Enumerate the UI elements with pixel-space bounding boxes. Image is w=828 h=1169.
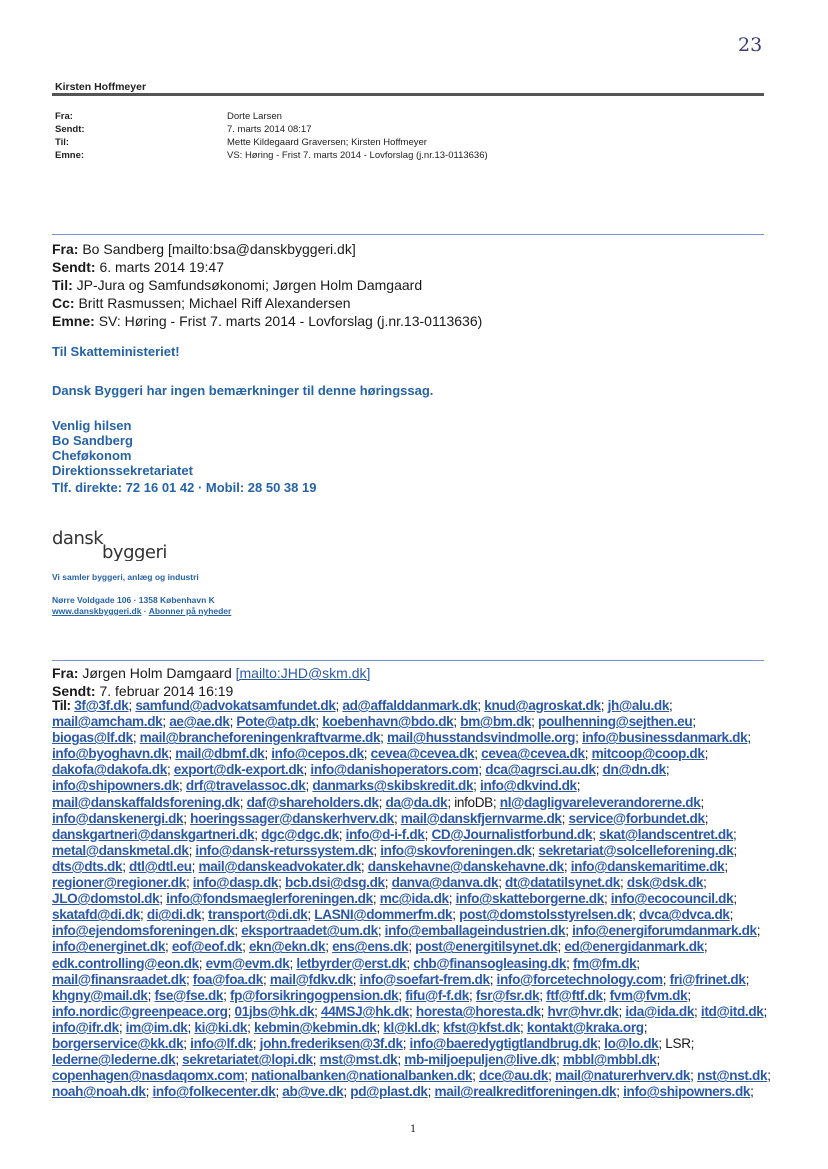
msg2-from-name: Jørgen Holm Damgaard <box>82 665 236 681</box>
msg1-from-value: Bo Sandberg [mailto:bsa@danskbyggeri.dk] <box>82 241 356 257</box>
recipient-email-link[interactable]: bm@bm.dk <box>460 714 532 730</box>
company-address-block: Nørre Voldgade 106 · 1358 København K www.danskbyggeri.dk · Abonner på nyheder <box>52 595 232 616</box>
recipient-email-link[interactable]: mst@mst.dk <box>319 1052 398 1068</box>
recipient-email-link[interactable]: danskehavne@danskehavne.dk <box>367 858 564 874</box>
recipient-email-link[interactable]: di@di.dk <box>146 907 202 923</box>
recipient-email-link[interactable]: hoeringssager@danskerhverv.dk <box>190 810 394 826</box>
recipient-email-link[interactable]: samfund@advokatsamfundet.dk <box>135 698 336 713</box>
recipient-email-link[interactable]: nationalbanken@nationalbanken.dk <box>251 1068 473 1084</box>
outer-email-header <box>55 110 488 162</box>
recipient-email-link[interactable]: metal@danskmetal.dk <box>52 842 189 858</box>
recipient-email-link[interactable]: im@im.dk <box>125 1019 188 1035</box>
header-value-subject: VS: Høring - Frist 7. marts 2014 - Lovforslag (j.nr.13-0113636) <box>227 150 488 161</box>
signature-name: Bo Sandberg <box>52 433 133 448</box>
header-label-subject: Emne: <box>55 150 85 161</box>
subscribe-link[interactable]: Abonner på nyheder <box>148 606 232 616</box>
recipient-email-link[interactable]: borgerservice@kk.dk <box>52 1035 184 1051</box>
recipient-email-link[interactable]: biogas@lf.dk <box>52 730 133 746</box>
recipient-email-link[interactable]: kfst@kfst.dk <box>442 1019 521 1035</box>
recipient-email-link[interactable]: ed@energidanmark.dk <box>564 939 704 955</box>
recipient-email-link[interactable]: info@skovforeningen.dk <box>380 842 532 858</box>
recipient-email-link[interactable]: itd@itd.dk <box>700 1003 764 1019</box>
recipient-email-link[interactable]: pd@plast.dk <box>350 1084 428 1100</box>
recipient-email-link[interactable]: post@energitilsynet.dk <box>415 939 558 955</box>
recipient-email-link[interactable]: info@dkvind.dk <box>480 778 577 794</box>
recipient-email-link[interactable]: chb@finansogleasing.dk <box>413 955 567 971</box>
msg2-sent-label: Sendt: <box>52 683 96 699</box>
recipient-email-link[interactable]: info@ecocouncil.dk <box>610 891 734 907</box>
logo-text-byggeri: byggeri <box>102 542 167 561</box>
recipient-email-link[interactable]: eksportraadet@um.dk <box>241 923 378 939</box>
recipient-email-link[interactable]: da@da.dk <box>385 794 448 810</box>
msg1-cc-label: Cc: <box>52 295 75 311</box>
recipient-email-link[interactable]: mail@naturerhverv.dk <box>554 1068 691 1084</box>
header-value-sent: 7. marts 2014 08:17 <box>227 124 312 135</box>
recipient-email-link[interactable]: info@baeredygtigtlandbrug.dk <box>409 1035 598 1051</box>
message-divider-2 <box>52 660 764 661</box>
recipient-email-link[interactable]: fp@forsikringogpension.dk <box>230 987 399 1003</box>
recipient-email-link[interactable]: mbbl@mbbl.dk <box>562 1052 657 1068</box>
header-label-sent: Sendt: <box>55 124 85 135</box>
recipient-email-link[interactable]: info@shipowners.dk <box>52 778 180 794</box>
recipient-email-link[interactable]: mail@husstandsvindmolle.org <box>387 730 576 746</box>
recipient-email-link[interactable]: info@danskemaritime.dk <box>570 858 725 874</box>
recipient-email-link[interactable]: fse@fse.dk <box>154 987 224 1003</box>
msg1-greeting: Til Skatteministeriet! <box>52 344 180 359</box>
recipient-email-link[interactable]: danskgartneri@danskgartneri.dk <box>52 826 255 842</box>
recipient-email-link[interactable]: service@forbundet.dk <box>568 810 705 826</box>
recipient-email-link[interactable]: info@businessdanmark.dk <box>582 730 748 746</box>
recipient-email-link[interactable]: info@dasp.dk <box>192 875 279 891</box>
recipient-email-link[interactable]: fvm@fvm.dk <box>609 987 688 1003</box>
recipient-email-link[interactable]: drf@travelassoc.dk <box>185 778 306 794</box>
recipient-email-link[interactable]: fm@fm.dk <box>572 955 637 971</box>
recipient-email-link[interactable]: mail@realkreditforeningen.dk <box>434 1084 617 1100</box>
msg1-cc-value: Britt Rasmussen; Michael Riff Alexandersen <box>78 295 351 311</box>
recipient-email-link[interactable]: nl@dagligvareleverandorerne.dk <box>499 794 701 810</box>
message-divider-1 <box>52 234 764 235</box>
recipient-email-link[interactable]: mail@danskaffaldsforening.dk <box>52 794 240 810</box>
recipient-email-link[interactable]: 01jbs@hk.dk <box>234 1003 315 1019</box>
recipient-email-link[interactable]: dsk@dsk.dk <box>626 875 704 891</box>
recipient-email-link[interactable]: mail@finansraadet.dk <box>52 971 186 987</box>
recipient-email-link[interactable]: 44MSJ@hk.dk <box>321 1003 409 1019</box>
recipient-email-link[interactable]: sekretariat@solcelleforening.dk <box>538 842 734 858</box>
msg2-sent-value: 7. februar 2014 16:19 <box>99 683 234 699</box>
dansk-byggeri-logo <box>52 527 192 561</box>
recipient-email-link[interactable]: info@ejendomsforeningen.dk <box>52 923 235 939</box>
logo-text-dansk: dansk <box>52 528 104 549</box>
company-address: Nørre Voldgade 106 · 1358 København K <box>52 595 215 605</box>
msg1-sent-label: Sendt: <box>52 259 96 275</box>
footer-page-number: 1 <box>410 1124 417 1135</box>
document-author: Kirsten Hoffmeyer <box>55 81 147 93</box>
recipient-email-link[interactable]: info@d-i-f.dk <box>345 826 425 842</box>
msg1-to-value: JP-Jura og Samfundsøkonomi; Jørgen Holm Damgaard <box>76 277 423 293</box>
recipient-email-link[interactable]: lo@lo.dk <box>604 1035 659 1051</box>
recipient-email-link[interactable]: dn@dn.dk <box>602 762 666 778</box>
recipient-email-link[interactable]: ad@affalddanmark.dk <box>342 698 478 713</box>
recipient-email-link[interactable]: transport@di.dk <box>208 907 308 923</box>
recipient-email-link[interactable]: dts@dts.dk <box>52 858 123 874</box>
recipient-email-link[interactable]: skat@landscentret.dk <box>599 826 734 842</box>
recipient-email-link[interactable]: knud@agroskat.dk <box>484 698 601 713</box>
header-label-from: Fra: <box>55 111 73 122</box>
recipient-email-link[interactable]: info@soefart-frem.dk <box>359 971 490 987</box>
recipient-email-link[interactable]: 3f@3f.dk <box>74 698 129 713</box>
recipient-email-link[interactable]: jh@alu.dk <box>607 698 670 713</box>
recipient-email-link[interactable]: khgny@mail.dk <box>52 987 148 1003</box>
recipient-email-link[interactable]: dakofa@dakofa.dk <box>52 762 167 778</box>
recipient-email-link[interactable]: dca@agrsci.au.dk <box>485 762 596 778</box>
recipient-email-link[interactable]: mail@fdkv.dk <box>269 971 353 987</box>
recipient-email-link[interactable]: info@lf.dk <box>190 1035 253 1051</box>
recipient-email-link[interactable]: mail@danskfjernvarme.dk <box>400 810 562 826</box>
msg2-to-label: Til: <box>52 698 71 713</box>
recipient-email-link[interactable]: mail@amcham.dk <box>52 714 163 730</box>
recipient-email-link[interactable]: info@skatteborgerne.dk <box>455 891 604 907</box>
signature-department: Direktionssekretariatet <box>52 463 193 478</box>
recipient-email-link[interactable]: cevea@cevea.dk <box>481 746 585 762</box>
msg2-recipient-list: Til: 3f@3f.dk; samfund@advokatsamfundet.dk; ad@affalddanmark.dk; knud@agroskat.dk; jh@alu.dk; mail@amcham.dk; ae@ae.dk; Pote@atp.dk; koebenhavn@bdo.dk; bm@bm.dk; poulhenning@sejthen.eu; biogas@lf.dk; mail@brancheforeningenkraftvarme.dk; mail@husstandsvindmolle.org; info@businessdanmark.dk; info@byoghavn.dk; mail@dbmf.dk; info@cepos.dk; cevea@cevea.dk; cevea@cevea.dk; mitcoop@coop.dk; dakofa@dakofa.dk; export@dk-export.dk; info@danishoperators.com; dca@agrsci.au.dk; dn@dn.dk; info@shipowners.dk; drf@travelassoc.dk; danmarks@skibskredit.dk; info@dkvind.dk; mail@danskaffaldsforening.dk; daf@shareholders.dk; da@da.dk; infoDB; nl@dagligvareleverandorerne.dk; info@danskenergi.dk; hoeringssager@danskerhverv.dk; mail@danskfjernvarme.dk; service@forbundet.dk; danskgartneri@danskgartneri.dk; dgc@dgc.dk; info@d-i-f.dk; CD@Journalistforbund.dk; skat@landscentret.dk; metal@danskmetal.dk; info@dansk-returssystem.dk; info@skovforeningen.dk; sekretariat@solcelleforening.dk; dts@dts.dk; dtl@dtl.eu; mail@danskeadvokater.dk; danskehavne@danskehavne.dk; info@danskemaritime.dk; regioner@regioner.dk; info@dasp.dk; bcb.dsi@dsg.dk; danva@danva.dk; dt@datatilsynet.dk; dsk@dsk.dk; JLO@domstol.dk; info@fondsmaeglerforeningen.dk; mc@ida.dk; info@skatteborgerne.dk; info@ecocouncil.dk; skatafd@di.dk; di@di.dk; transport@di.dk; LASNI@dommerfm.dk; post@domstolsstyrelsen.dk; dvca@dvca.dk; info@ejendomsforeningen.dk; eksportraadet@um.dk; info@emballageindustrien.dk; info@energiforumdanmark.dk; info@energinet.dk; eof@eof.dk; ekn@ekn.dk; ens@ens.dk; post@energitilsynet.dk; ed@energidanmark.dk; edk.controlling@eon.dk; evm@evm.dk; letbyrder@erst.dk; chb@finansogleasing.dk; fm@fm.dk; mail@finansraadet.dk; foa@foa.dk; mail@fdkv.dk; info@soefart-frem.dk; info@forcetechnology.com; fri@frinet.dk; khgny@mail.dk; fse@fse.dk; fp@forsikringogpension.dk; fifu@f-f.dk; fsr@fsr.dk; ftf@ftf.dk; fvm@fvm.dk; info.nordic@greenpeace.org; 01jbs@hk.dk; 44MSJ@hk.dk; horesta@horesta.dk; hvr@hvr.dk; ida@ida.dk; itd@itd.dk; info@ifr.dk; im@im.dk; ki@ki.dk; kebmin@kebmin.dk; kl@kl.dk; kfst@kfst.dk; kontakt@kraka.org; borgerservice@kk.dk; info@lf.dk; john.frederiksen@3f.dk; info@baeredygtigtlandbrug.dk; lo@lo.dk; LSR; lederne@lederne.dk; sekretariatet@lopi.dk; mst@mst.dk; mb-miljoepuljen@live.dk; mbbl@mbbl.dk; copenhagen@nasdaqomx.com; nationalbanken@nationalbanken.dk; dce@au.dk; mail@naturerhverv.dk; nst@nst.dk; noah@noah.dk; info@folkecenter.dk; ab@ve.dk; pd@plast.dk; mail@realkreditforeningen.dk; info@shipowners.dk; <box>52 698 771 1100</box>
recipient-email-link[interactable]: danva@danva.dk <box>391 875 499 891</box>
recipient-email-link[interactable]: dt@datatilsynet.dk <box>505 875 621 891</box>
recipient-email-link[interactable]: danmarks@skibskredit.dk <box>312 778 474 794</box>
msg1-to-label: Til: <box>52 277 73 293</box>
recipient-email-link[interactable]: fri@frinet.dk <box>669 971 746 987</box>
recipient-email-link[interactable]: ftf@ftf.dk <box>546 987 603 1003</box>
handwritten-page-number: 23 <box>738 34 763 56</box>
recipient-email-link[interactable]: info@fondsmaeglerforeningen.dk <box>166 891 373 907</box>
recipient-name: infoDB <box>454 794 493 810</box>
recipient-email-link[interactable]: koebenhavn@bdo.dk <box>322 714 454 730</box>
recipient-email-link[interactable]: letbyrder@erst.dk <box>296 955 407 971</box>
recipient-email-link[interactable]: poulhenning@sejthen.eu <box>537 714 693 730</box>
recipient-email-link[interactable]: mc@ida.dk <box>379 891 449 907</box>
recipient-email-link[interactable]: noah@noah.dk <box>52 1084 146 1100</box>
recipient-email-link[interactable]: nst@nst.dk <box>697 1068 768 1084</box>
recipient-email-link[interactable]: ekn@ekn.dk <box>248 939 326 955</box>
recipient-email-link[interactable]: info@energiforumdanmark.dk <box>572 923 757 939</box>
recipient-email-link[interactable]: info@emballageindustrien.dk <box>384 923 566 939</box>
recipient-email-link[interactable]: info@shipowners.dk <box>623 1084 751 1100</box>
recipient-email-link[interactable]: kebmin@kebmin.dk <box>254 1019 377 1035</box>
signature-block <box>52 418 316 495</box>
recipient-email-link[interactable]: cevea@cevea.dk <box>370 746 475 762</box>
recipient-email-link[interactable]: mb-miljoepuljen@live.dk <box>404 1052 556 1068</box>
recipient-email-link[interactable]: info@dansk-returssystem.dk <box>195 842 374 858</box>
recipient-email-link[interactable]: hvr@hvr.dk <box>547 1003 619 1019</box>
recipient-email-link[interactable]: copenhagen@nasdaqomx.com <box>52 1068 245 1084</box>
header-label-to: Til: <box>55 137 70 148</box>
recipient-email-link[interactable]: dgc@dgc.dk <box>261 826 339 842</box>
signature-phone: Tlf. direkte: 72 16 01 42 · Mobil: 28 50 38 19 <box>52 480 317 495</box>
signature-title: Cheføkonom <box>52 448 132 463</box>
recipient-email-link[interactable]: LASNI@dommerfm.dk <box>314 907 453 923</box>
msg1-subject-value: SV: Høring - Frist 7. marts 2014 - Lovforslag (j.nr.13-0113636) <box>98 313 483 329</box>
recipient-email-link[interactable]: mail@danskeadvokater.dk <box>198 858 361 874</box>
header-value-from: Dorte Larsen <box>227 111 282 122</box>
header-divider <box>52 93 764 96</box>
recipient-email-link[interactable]: export@dk-export.dk <box>173 762 304 778</box>
recipient-email-link[interactable]: bcb.dsi@dsg.dk <box>285 875 385 891</box>
recipient-email-link[interactable]: sekretariatet@lopi.dk <box>182 1052 313 1068</box>
msg2-from-label: Fra: <box>52 665 79 681</box>
recipient-email-link[interactable]: mitcoop@coop.dk <box>591 746 705 762</box>
recipient-email-link[interactable]: info@cepos.dk <box>271 746 364 762</box>
message2-header <box>52 664 370 700</box>
recipient-email-link[interactable]: ida@ida.dk <box>625 1003 695 1019</box>
recipient-email-link[interactable]: fifu@f-f.dk <box>405 987 470 1003</box>
recipient-email-link[interactable]: dvca@dvca.dk <box>638 907 730 923</box>
recipient-email-link[interactable]: edk.controlling@eon.dk <box>52 955 199 971</box>
recipient-email-link[interactable]: kontakt@kraka.org <box>526 1019 644 1035</box>
recipient-email-link[interactable]: info@danskenergi.dk <box>52 810 184 826</box>
msg1-subject-label: Emne: <box>52 313 95 329</box>
recipient-name: LSR <box>665 1035 691 1051</box>
company-tagline: Vi samler byggeri, anlæg og industri <box>52 572 199 582</box>
msg2-from-mailto-link[interactable]: [mailto:JHD@skm.dk] <box>235 665 371 681</box>
recipient-email-link[interactable]: post@domstolsstyrelsen.dk <box>459 907 633 923</box>
recipient-email-link[interactable]: Pote@atp.dk <box>236 714 316 730</box>
recipient-email-link[interactable]: CD@Journalistforbund.dk <box>431 826 593 842</box>
recipient-email-link[interactable]: info@byoghavn.dk <box>52 746 169 762</box>
recipient-email-link[interactable]: info@energinet.dk <box>52 939 166 955</box>
recipient-email-link[interactable]: JLO@domstol.dk <box>52 891 160 907</box>
recipient-email-link[interactable]: dtl@dtl.eu <box>129 858 192 874</box>
recipient-email-link[interactable]: info@ifr.dk <box>52 1019 119 1035</box>
msg1-from-label: Fra: <box>52 241 79 257</box>
msg1-sent-value: 6. marts 2014 19:47 <box>99 259 224 275</box>
header-value-to: Mette Kildegaard Graversen; Kirsten Hoffmeyer <box>227 137 427 148</box>
recipient-email-link[interactable]: john.frederiksen@3f.dk <box>259 1035 403 1051</box>
recipient-email-link[interactable]: info@folkecenter.dk <box>152 1084 276 1100</box>
recipient-email-link[interactable]: fsr@fsr.dk <box>475 987 540 1003</box>
recipient-email-link[interactable]: evm@evm.dk <box>205 955 290 971</box>
message1-header <box>52 240 482 330</box>
recipient-email-link[interactable]: dce@au.dk <box>479 1068 549 1084</box>
recipient-email-link[interactable]: ab@ve.dk <box>282 1084 344 1100</box>
recipient-email-link[interactable]: lederne@lederne.dk <box>52 1052 176 1068</box>
signature-closing: Venlig hilsen <box>52 418 132 433</box>
recipient-email-link[interactable]: horesta@horesta.dk <box>415 1003 541 1019</box>
recipient-email-link[interactable]: ki@ki.dk <box>194 1019 248 1035</box>
recipient-email-link[interactable]: ae@ae.dk <box>169 714 230 730</box>
recipient-email-link[interactable]: ens@ens.dk <box>332 939 409 955</box>
recipient-email-link[interactable]: mail@dbmf.dk <box>175 746 265 762</box>
recipient-email-link[interactable]: info@danishoperators.com <box>310 762 479 778</box>
company-website-link[interactable]: www.danskbyggeri.dk <box>52 606 142 616</box>
recipient-email-link[interactable]: kl@kl.dk <box>383 1019 437 1035</box>
recipient-email-link[interactable]: eof@eof.dk <box>171 939 243 955</box>
msg1-body: Dansk Byggeri har ingen bemærkninger til denne høringssag. <box>52 383 434 398</box>
recipient-email-link[interactable]: foa@foa.dk <box>192 971 263 987</box>
recipient-email-link[interactable]: info@forcetechnology.com <box>496 971 663 987</box>
recipient-email-link[interactable]: mail@brancheforeningenkraftvarme.dk <box>139 730 381 746</box>
recipient-email-link[interactable]: daf@shareholders.dk <box>246 794 379 810</box>
recipient-email-link[interactable]: regioner@regioner.dk <box>52 875 186 891</box>
recipient-email-link[interactable]: skatafd@di.dk <box>52 907 141 923</box>
recipient-email-link[interactable]: info.nordic@greenpeace.org <box>52 1003 228 1019</box>
